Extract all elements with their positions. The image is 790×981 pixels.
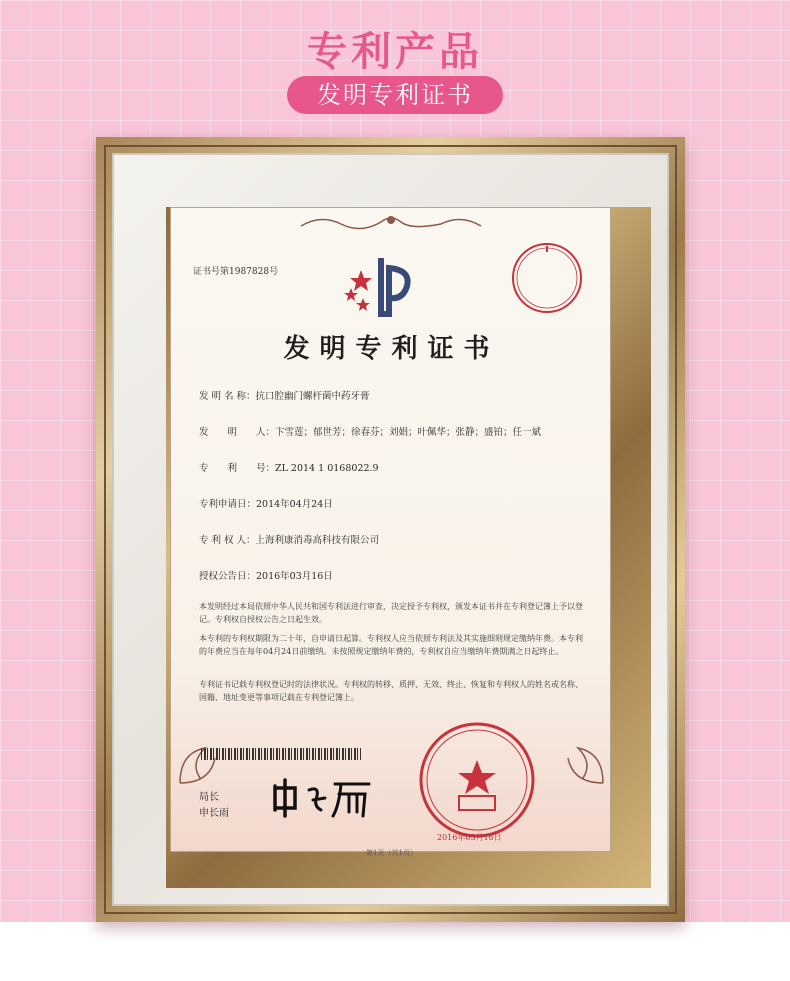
patent-certificate (170, 207, 611, 857)
corner-ornament-icon (548, 728, 608, 788)
bottom-strip (0, 922, 790, 981)
certificate-paragraph: 本专利的专利权期限为二十年，自申请日起算。专利权人应当依照专利法及其实施细则规定缴纳年费。本专利的年费应当在每年04月24日前缴纳。未按照规定缴纳年费的，专利权自应当缴纳年费期满之日起终止。 (199, 634, 583, 656)
director-name: 申长雨 (199, 808, 229, 819)
field-application-date: 专利申请日：2014年04月24日 (199, 499, 333, 510)
director-title: 局长 (199, 792, 219, 803)
certificate-number: 证书号第1987828号 (193, 267, 279, 277)
director-block (199, 790, 229, 822)
certificate-paragraph: 专利证书记载专利权登记时的法律状况。专利权的转移、质押、无效、终止、恢复和专利权人的姓名或名称、国籍、地址变更等事项记载在专利登记簿上。 (199, 680, 583, 702)
field-patentee: 专 利 权 人：上海利康消毒高科技有限公司 (199, 535, 380, 546)
official-seal-icon (417, 720, 537, 840)
certificate-title: 发明专利证书 (283, 334, 500, 364)
picture-frame (96, 137, 685, 922)
field-inventors: 发 明 人：卞雪莲；郁世芳；徐春芬；刘娟；叶佩华；张静；盛铂；任一斌 (199, 427, 542, 438)
patent-office-logo-icon (341, 248, 431, 318)
field-patent-number: 专 利 号：ZL 2014 1 0168022.9 (199, 463, 379, 474)
barcode (201, 748, 361, 760)
page-number: 第1页（共1页） (366, 849, 417, 857)
certificate-paragraph: 本发明经过本局依照中华人民共和国专利法进行审查，决定授予专利权，颁发本证书并在专利登记簿上予以登记。专利权自授权公告之日起生效。 (199, 602, 583, 624)
seal-date: 2016年03月16日 (437, 833, 502, 842)
field-invention-name: 发 明 名 称：抗口腔幽门螺杆菌中药牙膏 (199, 391, 370, 402)
page-title: 专利产品 (307, 29, 483, 75)
agency-seal-icon (509, 240, 585, 316)
signature-icon (269, 776, 379, 820)
field-grant-date: 授权公告日：2016年03月16日 (199, 571, 333, 582)
subtitle-badge: 发明专利证书 (287, 76, 503, 114)
top-ornament-icon (301, 212, 481, 230)
